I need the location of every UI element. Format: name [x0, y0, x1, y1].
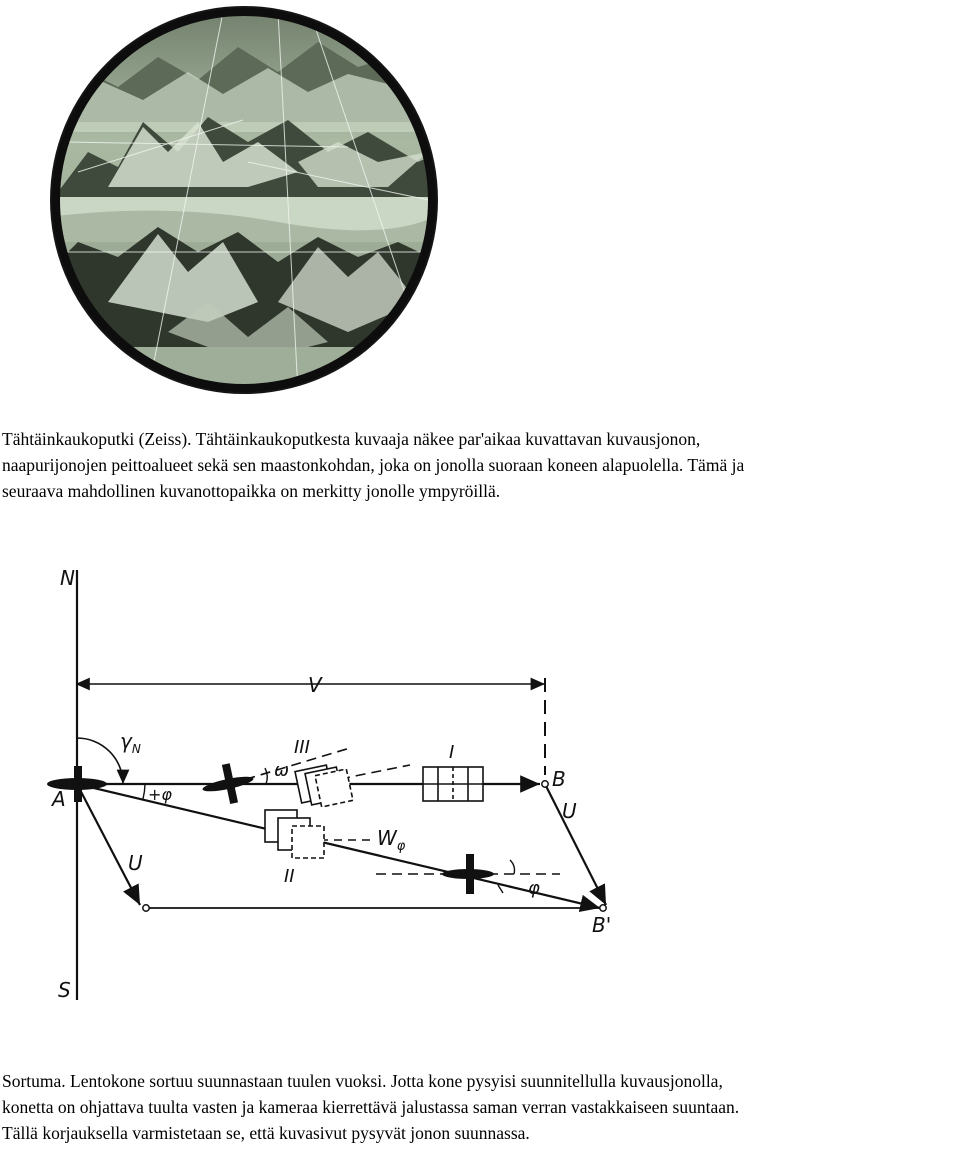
drift-diagram [40, 560, 640, 1010]
gamma-angle-arc [77, 738, 123, 784]
caption-line: naapurijonojen peittoalueet sekä sen maastonkohdan, joka on jonolla suoraan koneen alapuolella. Tämä ja [2, 455, 745, 475]
label-frame-2: II [284, 866, 295, 887]
figure-2-caption [2, 1068, 958, 1146]
phi-angle-arc [143, 784, 145, 799]
label-north: N [60, 566, 75, 590]
omega-arc [265, 768, 267, 784]
caption-line: seuraava mahdollinen kuvanottopaikka on merkitty jonolle ympyröillä. [2, 481, 501, 501]
telescope-view-photo [48, 2, 440, 398]
label-frame-1: I [449, 742, 455, 763]
caption-line: Tähtäinkaukoputki (Zeiss). Tähtäinkaukoputkesta kuvaaja näkee par'aikaa kuvattavan kuvausjonon, [2, 429, 701, 449]
label-gamma: $\gamma_N$ [120, 729, 141, 756]
point-b-prime-marker [600, 905, 606, 911]
caption-line: Sortuma. Lentokone sortuu suunnastaan tuulen vuoksi. Jotta kone pysyisi suunnitellulla kuvausjonolla, [2, 1071, 723, 1091]
heading-dash-2 [340, 765, 410, 779]
label-b: B [552, 767, 566, 791]
wind-vector-left [77, 784, 140, 905]
label-u-left: U [128, 851, 143, 875]
caption-line: konetta on ohjattava tuulta vasten ja kameraa kierrettävä jalustassa saman verran vastakkaiseen suuntaan. [2, 1097, 740, 1117]
caption-line: Tällä korjauksella varmistetaan se, että kuvasivut pysyvät jonon suunnassa. [2, 1123, 530, 1143]
frame-group-2 [265, 810, 324, 858]
point-b-marker [542, 781, 548, 787]
label-phi: φ [528, 878, 540, 899]
label-frame-3: III [294, 737, 310, 758]
frame-group-3 [295, 765, 353, 807]
label-b-prime: B' [592, 913, 612, 937]
label-v: V [308, 673, 322, 697]
point-marker [143, 905, 149, 911]
label-w-phi: $W_\varphi$ [377, 826, 406, 854]
label-a: A [52, 787, 66, 811]
label-south: S [58, 978, 71, 1002]
phi-arc-right [510, 860, 515, 874]
frame-group-1 [423, 767, 483, 801]
label-u-right: U [562, 799, 577, 823]
label-phi-positive: +φ [148, 785, 172, 804]
label-omega: ω [274, 760, 290, 781]
airplane-icon [442, 854, 494, 894]
figure-1-caption [2, 426, 958, 504]
